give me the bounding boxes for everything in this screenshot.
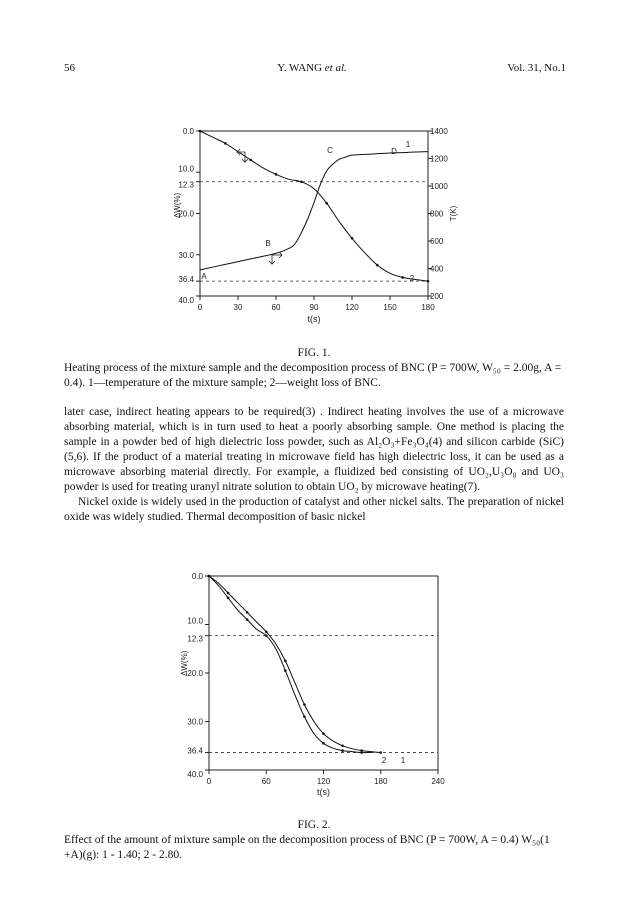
fig2-series-1-point-12 (322, 732, 325, 735)
running-header-etal: et al. (324, 62, 347, 74)
fig1-left-axis-label: ΔW(%) (173, 192, 182, 219)
fig1-x-tick-label-1: 30 (233, 303, 243, 312)
fig2-x-tick-label-2: 120 (316, 777, 331, 786)
running-header-authors: Y. WANG (277, 62, 323, 74)
fig2-series-2-point-6 (265, 634, 268, 637)
fig2-series-2-point-2 (227, 597, 230, 600)
fig1-x-tick-label-6: 180 (421, 303, 435, 312)
fig2-curve-label-1: 1 (400, 756, 406, 765)
fig2-series-1-line (209, 576, 381, 753)
fig2-left-tick-label-4: 30.0 (187, 717, 203, 727)
fig2-series-2-line (209, 576, 371, 753)
fig2-series-1-point-18 (379, 751, 382, 754)
fig2-series-2-point-16 (360, 751, 363, 754)
paragraph-2: Nickel oxide is widely used in the production of catalyst and other nickel salts. The preparation of nickel oxide was widely studied. Thermal decomposition of basic nickel (64, 496, 564, 523)
fig2-series-1-point-4 (246, 611, 249, 614)
fig1-x-tick-label-4: 120 (345, 303, 359, 312)
fig1-right-tick-label-6: 200 (430, 292, 444, 301)
fig2-series-2-point-0 (208, 575, 211, 578)
fig2-x-axis-label: t(s) (317, 787, 330, 797)
fig1-left-tick-label-2: 12.3 (178, 180, 194, 190)
fig1-point-label-B: B (265, 239, 271, 248)
fig2-left-tick-label-3: 20.0 (187, 669, 203, 678)
fig2-series-2-point-10 (303, 715, 306, 718)
fig2-left-tick-label-6: 40.0 (187, 770, 203, 779)
paragraph-1: later case, indirect heating appears to be required(3) . Indirect heating involves the use of a microwave absorbing material, which is in turn used to heat a poorly absorbing sample. One method is placing the sample in a powder bed of high dielectric loss powder, such as Al₂O₃+Fe₃O₄(4) and silicon carbide (SiC)(5,6). If the product of a material treating in microwave field has high dielectric loss, it can be used as a microwave absorbing material directly. For example, a fluidized bed consisting of UO₂,U₃O₈ and UO₃ powder is used for treating uranyl nitrate solution to obtain UO₂ by microwave heating(7). (64, 406, 564, 493)
fig1-curve-label-1: 1 (405, 140, 411, 149)
figure-1-caption-title: FIG. 1. (297, 347, 331, 359)
fig2-series-2-point-12 (322, 742, 325, 745)
fig2-series-2-point-8 (284, 669, 287, 672)
figure-2-caption-title: FIG. 2. (297, 819, 331, 831)
fig1-right-tick-label-3: 800 (430, 209, 444, 219)
fig2-x-tick-label-4: 240 (431, 777, 445, 786)
fig2-series-1-point-6 (265, 630, 268, 633)
fig2-x-tick-label-1: 60 (261, 777, 271, 786)
fig2-x-tick-label-0: 0 (206, 777, 212, 786)
fig1-right-axis-label: T(K) (449, 205, 458, 222)
fig1-left-tick-label-1: 10.0 (178, 164, 194, 174)
fig2-series-1-point-8 (284, 660, 287, 663)
fig1-right-tick-label-2: 1000 (430, 182, 448, 191)
page-number: 56 (64, 62, 75, 74)
volume-info: Vol. 31, No.1 (507, 62, 566, 74)
fig2-series-2-point-14 (341, 749, 344, 752)
fig1-left-tick-label-5: 36.4 (178, 275, 194, 285)
fig2-curve-label-2: 2 (381, 756, 387, 765)
fig1-x-tick-label-5: 150 (383, 303, 397, 312)
figure-1-caption-text: Heating process of the mixture sample and the decomposition process of BNC (P = 700W, W₅₀ = 2.00g, A = 0.4). 1—temperature of the mixture sample; 2—weight loss of BNC. (64, 362, 562, 389)
fig1-left-tick-label-0: 0.0 (182, 127, 194, 136)
fig1-left-tick-label-4: 30.0 (178, 250, 194, 260)
fig1-left-tick-label-3: 20.0 (178, 209, 194, 219)
figure-2-caption (64, 818, 564, 863)
fig2-left-tick-label-5: 36.4 (187, 746, 203, 756)
fig2-series-1-point-14 (341, 744, 344, 747)
fig2-series-1-point-2 (227, 592, 230, 595)
fig2-left-axis-label: ΔW(%) (180, 650, 189, 676)
fig1-point-label-A: A (201, 272, 207, 281)
fig1-point-label-D: D (391, 147, 397, 156)
fig1-right-tick-label-0: 1400 (430, 127, 448, 136)
fig2-left-tick-label-1: 10.0 (187, 616, 203, 626)
fig1-x-tick-label-2: 60 (271, 303, 281, 312)
fig1-x-axis-label: t(s) (307, 314, 321, 324)
fig1-right-tick-label-4: 600 (430, 237, 444, 246)
fig2-series-1-point-10 (303, 703, 306, 706)
fig1-point-label-C: C (327, 146, 333, 155)
fig2-left-tick-label-2: 12.3 (187, 634, 203, 644)
fig2-left-tick-label-0: 0.0 (191, 572, 203, 581)
fig2-series-2-point-4 (246, 618, 249, 621)
fig1-x-tick-label-3: 90 (309, 303, 319, 312)
fig1-x-tick-label-0: 0 (197, 303, 203, 312)
fig1-right-tick-label-1: 1200 (430, 154, 448, 164)
fig1-curve-label-2: 2 (409, 274, 415, 283)
fig1-left-tick-label-6: 40.0 (178, 296, 194, 305)
figure-2-caption-text: Effect of the amount of mixture sample on the decomposition process of BNC (P = 700W, A = 0.4) W₅₀(1 +A)(g): 1 - 1.40; 2 - 2.80. (64, 834, 550, 861)
fig1-right-tick-label-5: 400 (430, 264, 444, 274)
fig2-x-tick-label-3: 180 (374, 777, 388, 786)
